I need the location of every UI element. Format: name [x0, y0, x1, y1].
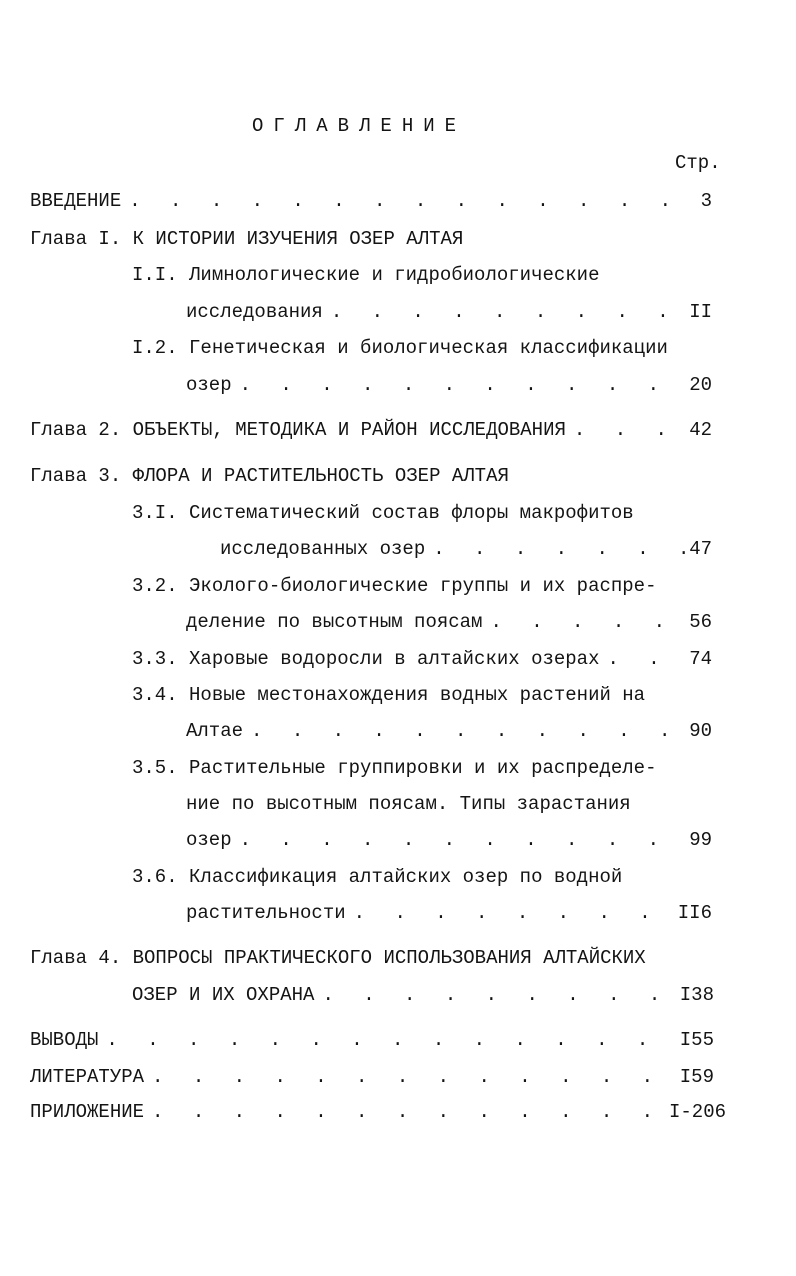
toc-title: ВЫВОДЫ — [30, 1029, 99, 1051]
toc-page-number: 42 — [689, 419, 712, 441]
toc-chapter-3: Глава 3. ФЛОРА И РАСТИТЕЛЬНОСТЬ ОЗЕР АЛТАЯ — [30, 465, 509, 487]
toc-section-3-4 — [186, 719, 712, 743]
toc-section-3-1-line1: 3.I. Систематический состав флоры макрофитов — [132, 502, 634, 524]
toc-page-number: 3 — [700, 190, 712, 212]
toc-entry-appendix — [30, 1100, 726, 1124]
toc-page-number: II — [689, 301, 712, 323]
toc-page-number: I55 — [679, 1029, 714, 1051]
toc-page-number: I59 — [679, 1066, 714, 1088]
toc-title: Глава 2. ОБЪЕКТЫ, МЕТОДИКА И РАЙОН ИССЛЕДОВАНИЯ — [30, 419, 566, 441]
toc-section-3-5 — [186, 828, 712, 852]
toc-title: Алтае — [186, 720, 244, 742]
dot-leader — [251, 719, 685, 743]
toc-section-3-2-line1: 3.2. Эколого-биологические группы и их распре- — [132, 575, 657, 597]
toc-title: ЛИТЕРАТУРА — [30, 1066, 145, 1088]
toc-page-number: 56 — [689, 611, 712, 633]
dot-leader — [152, 1100, 665, 1124]
toc-section-3-6-line1: 3.6. Классификация алтайских озер по водной — [132, 866, 623, 888]
toc-section-1-2 — [186, 373, 712, 397]
toc-title: ОЗЕР И ИХ ОХРАНА — [132, 984, 315, 1006]
dot-leader — [354, 901, 674, 925]
toc-chapter-4 — [132, 983, 714, 1007]
toc-title: 3.3. Харовые водоросли в алтайских озерах — [132, 648, 600, 670]
toc-chapter-4-line1: Глава 4. ВОПРОСЫ ПРАКТИЧЕСКОГО ИСПОЛЬЗОВАНИЯ АЛТАЙСКИХ — [30, 947, 646, 969]
dot-leader — [152, 1065, 676, 1089]
dot-leader — [106, 1028, 675, 1052]
toc-title: растительности — [186, 902, 346, 924]
toc-title: ВВЕДЕНИЕ — [30, 190, 122, 212]
dot-leader — [433, 537, 685, 561]
dot-leader — [574, 418, 685, 442]
toc-page-number: 47 — [689, 538, 712, 560]
toc-title: озер — [186, 829, 232, 851]
toc-title: исследования — [186, 301, 323, 323]
dot-leader — [322, 983, 675, 1007]
toc-page-number: I-206 — [668, 1101, 726, 1123]
dot-leader — [331, 300, 685, 324]
toc-section-3-5-line2: ние по высотным поясам. Типы зарастания — [186, 793, 631, 815]
toc-title: озер — [186, 374, 232, 396]
toc-section-3-1 — [220, 537, 712, 561]
toc-entry-intro — [30, 189, 712, 213]
dot-leader — [240, 828, 686, 852]
dot-leader — [490, 610, 685, 634]
page-column-label: Стр. — [675, 152, 721, 174]
toc-section-3-4-line1: 3.4. Новые местонахождения водных растений на — [132, 684, 646, 706]
toc-section-3-6 — [186, 901, 712, 925]
toc-page-number: 99 — [689, 829, 712, 851]
toc-title: исследованных озер — [220, 538, 426, 560]
toc-section-3-3 — [132, 647, 712, 671]
toc-entry-literature — [30, 1065, 714, 1089]
toc-entry-conclusions — [30, 1028, 714, 1052]
toc-page-number: 90 — [689, 720, 712, 742]
toc-page-number: 74 — [689, 648, 712, 670]
toc-title: деление по высотным поясам — [186, 611, 483, 633]
toc-page-number: 20 — [689, 374, 712, 396]
dot-leader — [607, 647, 685, 671]
dot-leader — [129, 189, 696, 213]
toc-section-1-1 — [186, 300, 712, 324]
toc-section-3-2 — [186, 610, 712, 634]
toc-title: ПРИЛОЖЕНИЕ — [30, 1101, 145, 1123]
toc-section-1-2-line1: I.2. Генетическая и биологическая классификации — [132, 337, 668, 359]
toc-page-number: II6 — [677, 902, 712, 924]
toc-chapter-2 — [30, 418, 712, 442]
toc-section-3-5-line1: 3.5. Растительные группировки и их распределе- — [132, 757, 657, 779]
toc-page-number: I38 — [679, 984, 714, 1006]
dot-leader — [240, 373, 686, 397]
toc-chapter-1: Глава I. К ИСТОРИИ ИЗУЧЕНИЯ ОЗЕР АЛТАЯ — [30, 228, 464, 250]
page-title: ОГЛАВЛЕНИЕ — [252, 115, 467, 137]
toc-section-1-1-line1: I.I. Лимнологические и гидробиологические — [132, 264, 600, 286]
